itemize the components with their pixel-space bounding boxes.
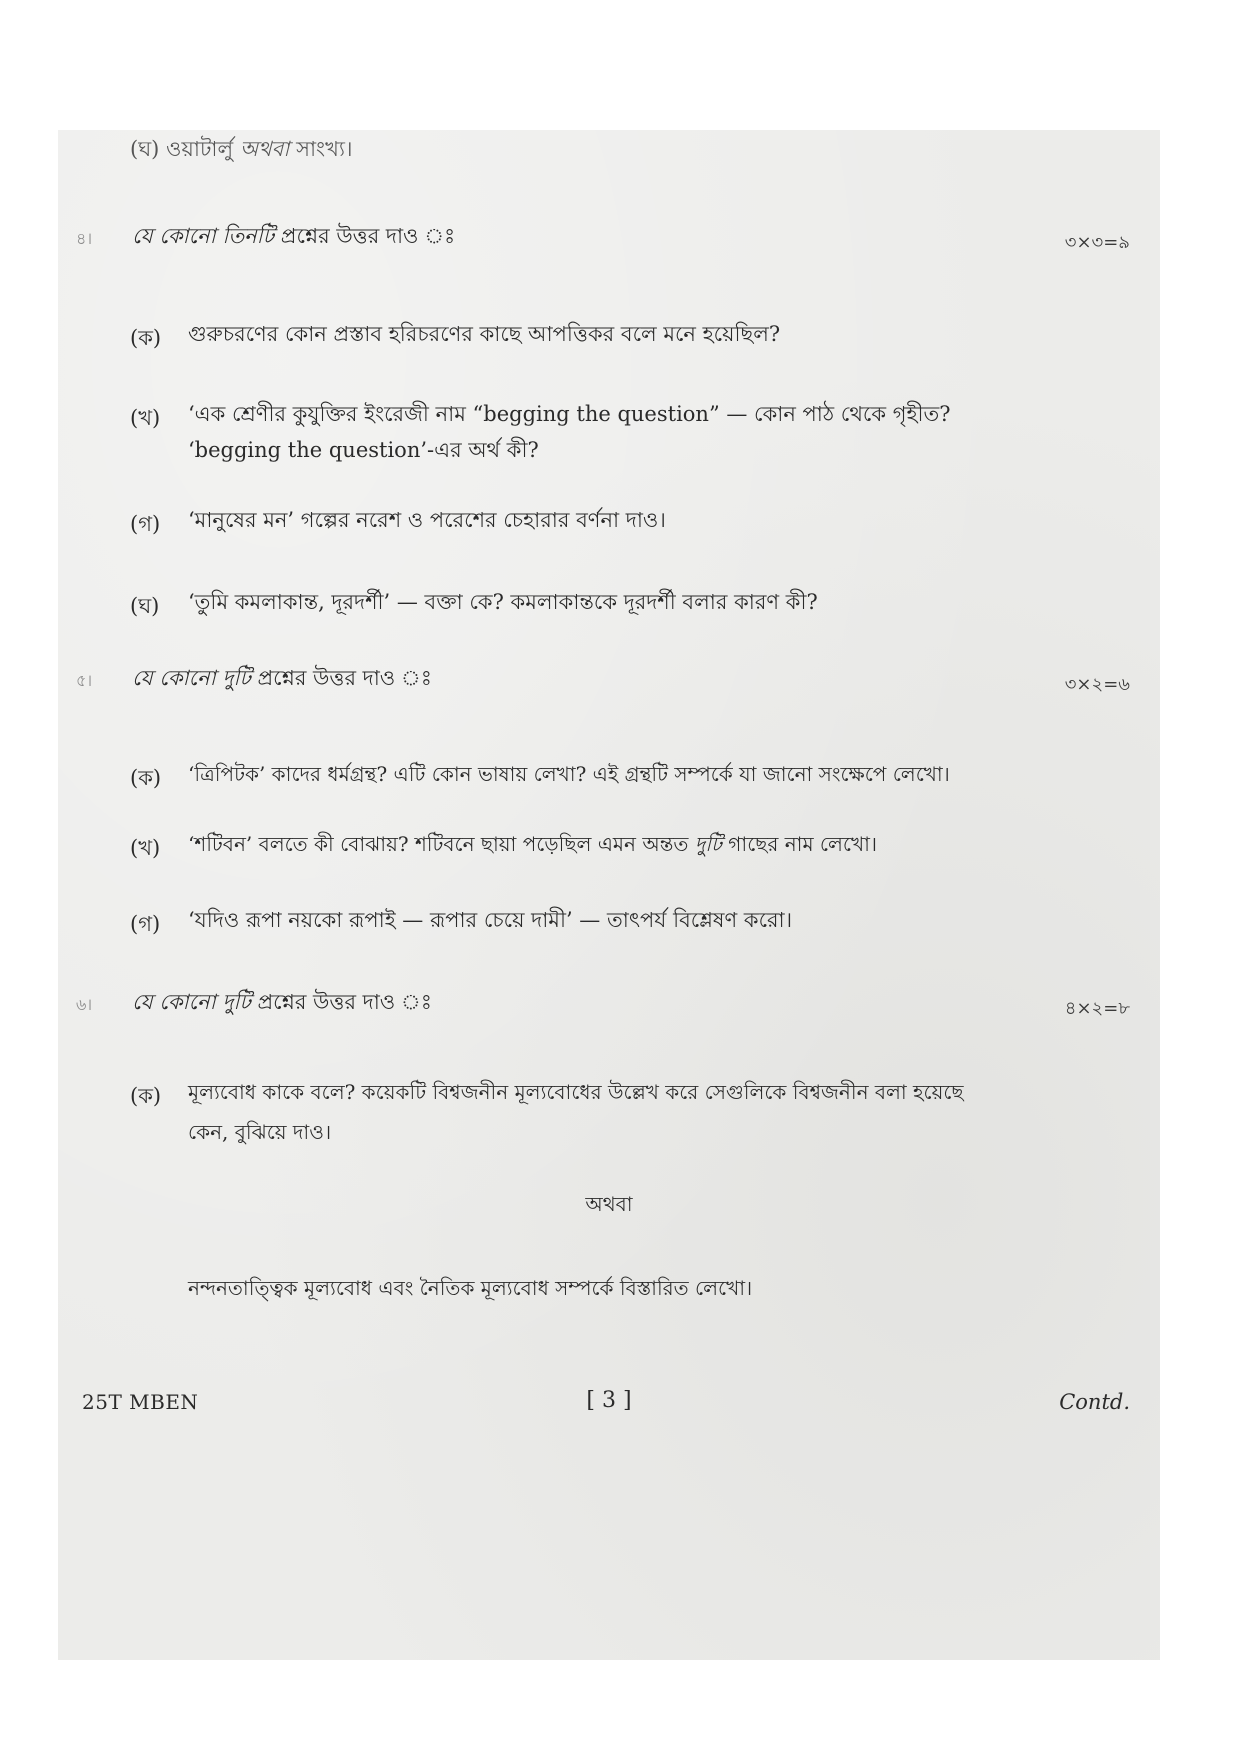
q5-number: ৫। (76, 671, 93, 690)
q5-instruction-emph: যে কোনো দুটি (132, 666, 251, 690)
q4-b-label: (খ) (130, 406, 161, 430)
q4-marks: ৩×৩=৯ (1064, 232, 1130, 253)
q6-a-text-line1: মূল্যবোধ কাকে বলে? কয়েকটি বিশ্বজনীন মূল্যবোধের উল্লেখ করে সেগুলিকে বিশ্বজনীন বলা হয়েছে (188, 1080, 964, 1104)
q4-d-label: (ঘ) (130, 594, 160, 618)
q6-instruction-rest: প্রশ্নের উত্তর দাও ঃ (250, 990, 432, 1014)
q4-number: ৪। (76, 229, 93, 248)
top-line-label: (ঘ) (130, 137, 160, 161)
q4-instruction-emph: যে কোনো তিনটি (132, 224, 275, 248)
footer-course-code: 25T MBEN (82, 1390, 199, 1414)
q4-instruction (132, 220, 455, 255)
exam-page (58, 130, 1160, 1660)
q5-instruction-rest: প্রশ্নের উত্তর দাও ঃ (250, 666, 432, 690)
q5-a-label: (ক) (130, 766, 162, 790)
top-line-text-a: ওয়াটার্লু (166, 137, 240, 161)
q6-number: ৬। (76, 995, 93, 1014)
footer-contd: Contd. (1059, 1390, 1130, 1414)
q4-instruction-rest: প্রশ্নের উত্তর দাও ঃ (274, 224, 456, 248)
q5-b-text-emph: দুটি (694, 832, 722, 856)
q6-alt-text: নন্দনতাত্ত্বিক মূল্যবোধ এবং নৈতিক মূল্যবোধ সম্পর্কে বিস্তারিত লেখো। (188, 1276, 753, 1300)
q5-b-text-a: ‘শটিবন’ বলতে কী বোঝায়? শটিবনে ছায়া পড়েছিল এমন অন্তত (188, 832, 695, 856)
q5-a-text: ‘ত্রিপিটক’ কাদের ধর্মগ্রন্থ? এটি কোন ভাষায় লেখা? এই গ্রন্থটি সম্পর্কে যা জানো সংক্ষেপে লেখো। (188, 762, 950, 786)
q4-a-label: (ক) (130, 326, 162, 350)
q4-c-label: (গ) (130, 512, 161, 536)
q6-or: অথবা (585, 1192, 633, 1216)
q4-b-text-line1: ‘এক শ্রেণীর কুযুক্তির ইংরেজী নাম “begging the question” — কোন পাঠ থেকে গৃহীত? (188, 402, 951, 426)
top-line (130, 134, 352, 164)
q5-marks: ৩×২=৬ (1064, 674, 1130, 695)
q5-b-text-b: গাছের নাম লেখো। (721, 832, 878, 856)
q5-c-label: (গ) (130, 912, 161, 936)
q6-instruction (132, 986, 432, 1021)
footer-page-number: [ 3 ] (586, 1388, 632, 1413)
q5-instruction (132, 662, 432, 697)
q4-b-text-line2: ‘begging the question’-এর অর্থ কী? (188, 438, 539, 462)
q4-a-text: গুরুচরণের কোন প্রস্তাব হরিচরণের কাছে আপত্তিকর বলে মনে হয়েছিল? (188, 322, 781, 346)
q6-instruction-emph: যে কোনো দুটি (132, 990, 251, 1014)
q6-a-label: (ক) (130, 1084, 162, 1108)
top-line-or: অথবা (239, 137, 290, 161)
q5-b-text (188, 826, 877, 862)
q4-d-text: ‘তুমি কমলাকান্ত, দূরদর্শী’ — বক্তা কে? কমলাকান্তকে দূরদর্শী বলার কারণ কী? (188, 590, 818, 614)
q6-marks: ৪×২=৮ (1064, 998, 1130, 1019)
q5-c-text: ‘যদিও রূপা নয়কো রূপাই — রূপার চেয়ে দামী’ — তাৎপর্য বিশ্লেষণ করো। (188, 908, 793, 932)
q6-a-text-line2: কেন, বুঝিয়ে দাও। (188, 1120, 332, 1144)
q4-c-text: ‘মানুষের মন’ গল্পের নরেশ ও পরেশের চেহারার বর্ণনা দাও। (188, 508, 666, 532)
q5-b-label: (খ) (130, 836, 161, 860)
top-line-text-b: সাংখ্য। (289, 137, 353, 161)
